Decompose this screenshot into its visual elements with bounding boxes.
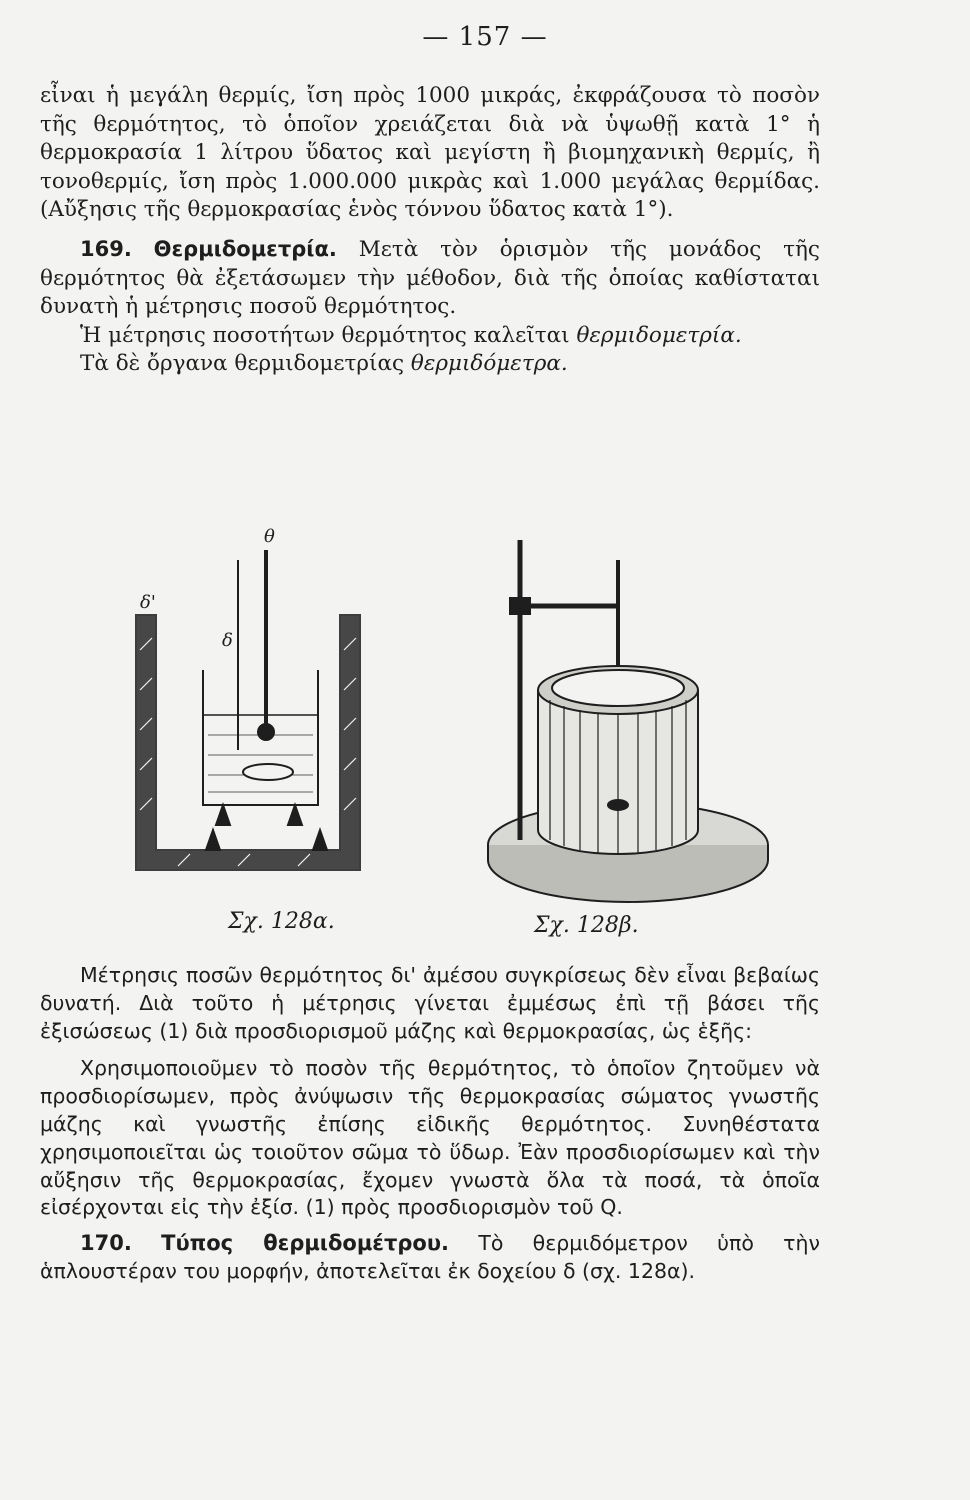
paragraph-2: Μέτρησις ποσῶν θερμότητος δι' ἀμέσου συγκρίσεως δὲν εἶναι βεβαίως δυνατή. Διὰ τοῦτο ἡ μέτρησις γίνεται ἐμμέσως ἐπὶ τῇ βάσει τῆς ἐξισώσεως (1) διὰ προσδιορισμοῦ μάζης καὶ θερμοκρασίας, ὡς ἑξῆς:: [40, 963, 820, 1043]
paragraph-3: Χρησιμοποιοῦμεν τὸ ποσὸν τῆς θερμότητος, τὸ ὁποῖον ζητοῦμεν νὰ προσδιορίσωμεν, πρὸς ἀνύψωσιν τῆς θερμοκρασίας σώματος γνωστῆς μάζης καὶ γνωστῆς ἐπίσης εἰδικῆς θερμότητος. Συνηθέστατα χρησιμοποιεῖται ὡς τοιοῦτον σῶμα τὸ ὕδωρ. Ἐὰν προσδιορίσωμεν καὶ τὴν αὔξησιν τῆς θερμοκρασίας, ἔχομεν γνωστὰ ὅλα τὰ ποσά, τὰ ὁποῖα εἰσέρχονται εἰς τὴν ἐξίσ. (1) πρὸς προσδιορισμὸν τοῦ Q.: [40, 1056, 820, 1220]
definition-2-term: θερμιδόμετρα.: [410, 351, 568, 377]
calorimeter-figures: [118, 520, 838, 960]
section-170-title: Τύπος θερμιδομέτρου.: [161, 1231, 450, 1256]
label-theta: θ: [264, 526, 275, 547]
section-169: [40, 235, 820, 322]
page-number: — 157 —: [422, 22, 548, 52]
definition-2-text: Τὰ δὲ ὄργανα θερμιδομετρίας: [80, 351, 405, 377]
section-169-text: Μετὰ τὸν ὁρισμὸν τῆς μονάδος τῆς θερμότητος θὰ ἐξετάσωμεν τὴν μέθοδον, διὰ τῆς ὁποίας καθίσταται δυνατὴ ἡ μέτρησις ποσοῦ θερμότητος.: [40, 236, 820, 320]
section-169-title: Θερμιδομετρία.: [153, 236, 337, 261]
section-170-number: 170.: [80, 1231, 132, 1256]
figure-128a: [136, 550, 360, 870]
label-delta-prime: δ': [140, 592, 156, 613]
caption-128a: Σχ. 128α.: [228, 909, 335, 934]
caption-128b: Σχ. 128β.: [534, 913, 639, 938]
definition-1-term: θερμιδομετρία.: [576, 322, 742, 348]
lower-text: [40, 962, 820, 1286]
definition-2: [40, 350, 820, 379]
upper-text: [40, 82, 820, 379]
section-169-number: 169.: [80, 236, 132, 261]
section-170-text: Τὸ θερμιδόμετρον ὑπὸ τὴν ἁπλουστέραν του μορφήν, ἀποτελεῖται ἐκ δοχείου δ (σχ. 128α).: [40, 1231, 820, 1283]
label-delta: δ: [222, 630, 233, 651]
paragraph-1: εἶναι ἡ μεγάλη θερμίς, ἴση πρὸς 1000 μικράς, ἐκφράζουσα τὸ ποσὸν τῆς θερμότητος, τὸ ὁποῖον χρειάζεται διὰ νὰ ὑψωθῇ κατὰ 1° ἡ θερμοκρασία 1 λίτρου ὕδατος καὶ μεγίστη ἢ βιομηχανικὴ θερμίς, ἢ τονοθερμίς, ἴση πρὸς 1.000.000 μικρὰς καὶ 1.000 μεγάλας θερμίδας. (Αὔξησις τῆς θερμοκρασίας ἑνὸς τόννου ὕδατος κατὰ 1°).: [40, 83, 820, 223]
definition-1-text: Ἡ μέτρησις ποσοτήτων θερμότητος καλεῖται: [80, 322, 570, 348]
definition-1: [40, 322, 820, 351]
figure-128b: [488, 540, 768, 902]
section-170: [40, 1230, 820, 1286]
